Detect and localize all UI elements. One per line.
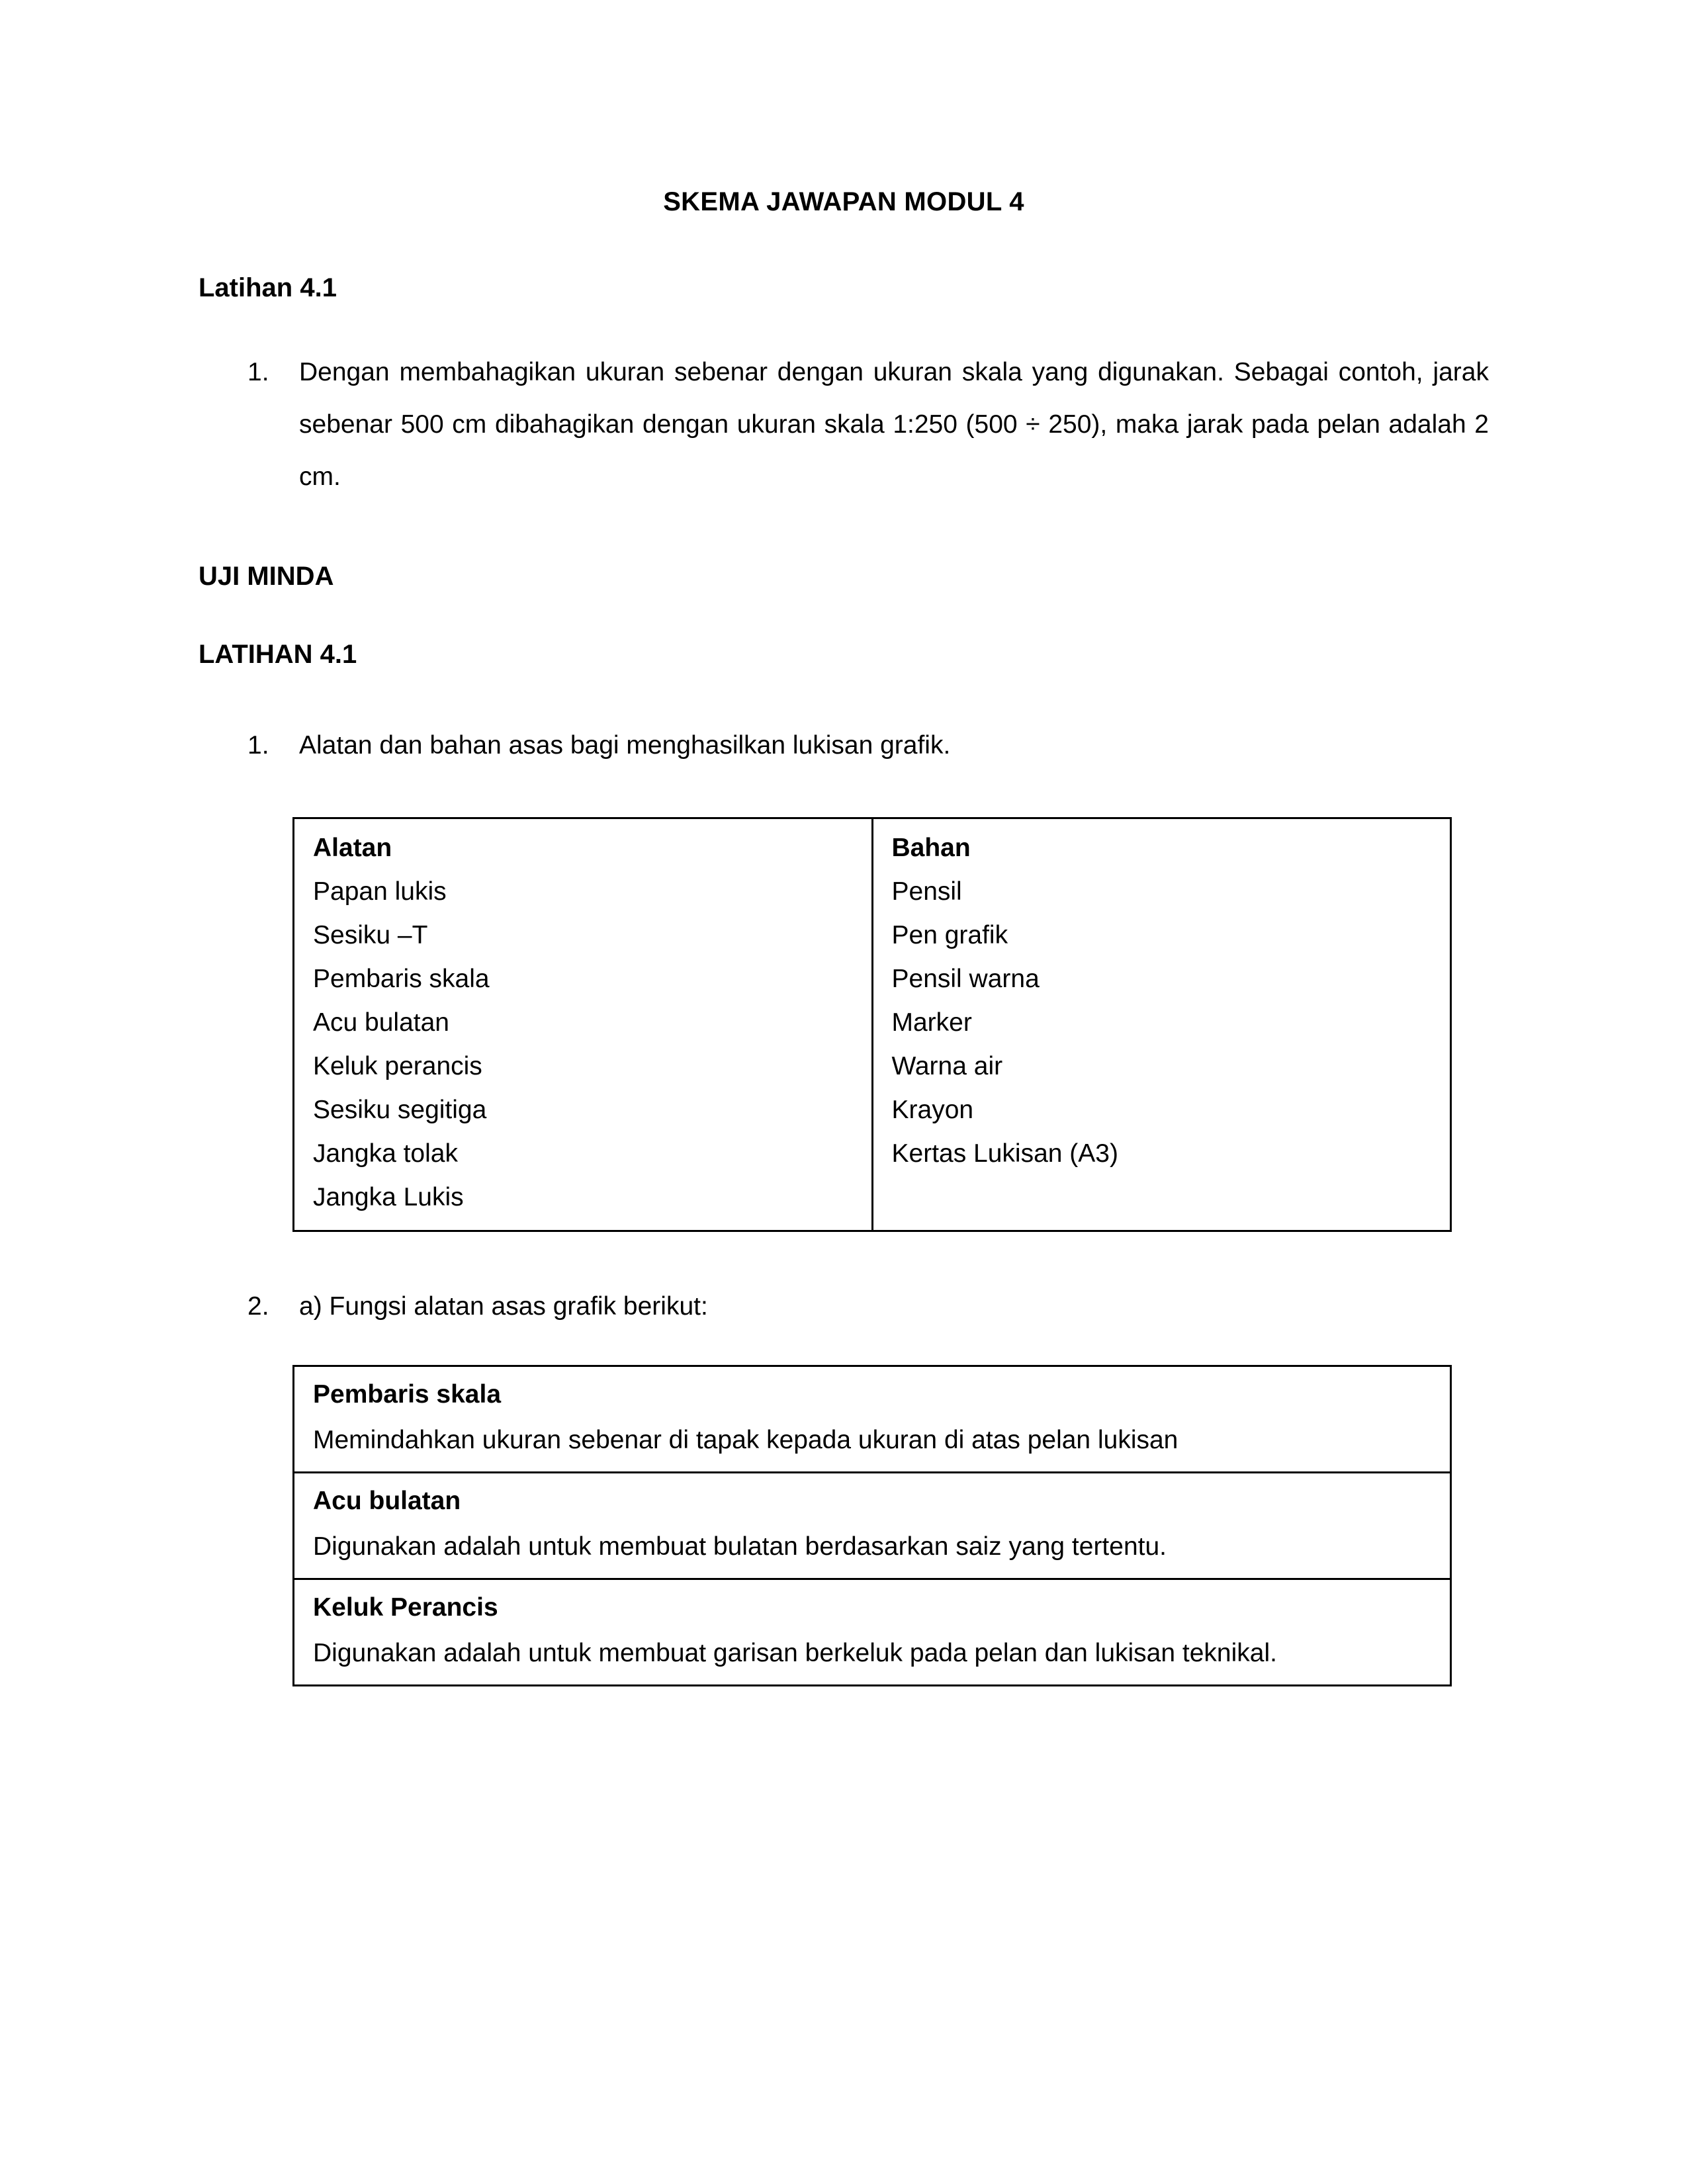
list-number: 1. [247,731,269,760]
list-item: Jangka tolak [313,1139,458,1168]
term-description: Memindahkan ukuran sebenar di tapak kepada ukuran di atas pelan lukisan [313,1425,1178,1454]
list-item: Kertas Lukisan (A3) [891,1139,1118,1168]
column-header-bahan: Bahan [891,834,971,863]
list-item: Marker [891,1008,972,1037]
list-item-text: Dengan membahagikan ukuran sebenar dengan ukuran skala yang digunakan. Sebagai contoh, jarak sebenar 500 cm dibahagikan dengan ukuran skala 1:250 (500 ÷ 250), maka jarak pada pelan adalah 2 cm. [299,358,1489,491]
numbered-item-1 [199,303,1489,503]
page-title: SKEMA JAWAPAN MODUL 4 [663,187,1024,216]
list-number: 1. [247,358,269,386]
document-content [199,0,1489,1686]
column-header-alatan: Alatan [313,834,392,863]
list-item: Jangka Lukis [313,1183,464,1212]
list-item: Acu bulatan [313,1008,449,1037]
list-item: Sesiku –T [313,921,428,950]
numbered-item-2 [199,670,1489,772]
table-alatan-bahan-wrapper [199,772,1489,1232]
table-row [294,1579,1451,1685]
list-item: Keluk perancis [313,1052,482,1081]
list-item: Papan lukis [313,877,447,906]
list-item: Pensil warna [891,965,1040,994]
section-heading-latihan-2: LATIHAN 4.1 [199,640,357,670]
term-label: Pembaris skala [313,1379,502,1409]
term-label: Acu bulatan [313,1486,461,1515]
table-cell-keluk-perancis [294,1579,1451,1685]
term-description: Digunakan adalah untuk membuat garisan berkeluk pada pelan dan lukisan teknikal. [313,1638,1277,1667]
table-row [294,1472,1451,1579]
list-item-text: a) Fungsi alatan asas grafik berikut: [299,1292,708,1321]
list-item: Pen grafik [891,921,1008,950]
list-item: Pembaris skala [313,965,490,994]
section-heading-latihan: Latihan 4.1 [199,273,337,302]
table-cell-bahan [872,818,1451,1231]
table-row [294,818,1451,1231]
list-item-text: Alatan dan bahan asas bagi menghasilkan lukisan grafik. [299,731,951,760]
list-number: 2. [247,1292,269,1321]
table-cell-alatan [294,818,873,1231]
table-fungsi-wrapper [199,1333,1489,1686]
list-item: Krayon [891,1096,974,1125]
table-cell-acu-bulatan [294,1472,1451,1579]
table-row [294,1366,1451,1472]
section-heading-uji-minda: UJI MINDA [199,562,334,591]
table-fungsi-alatan [292,1365,1452,1686]
list-item: Sesiku segitiga [313,1096,487,1125]
table-cell-pembaris-skala [294,1366,1451,1472]
term-label: Keluk Perancis [313,1593,498,1622]
numbered-item-3 [199,1232,1489,1333]
list-item: Warna air [891,1052,1003,1081]
term-description: Digunakan adalah untuk membuat bulatan berdasarkan saiz yang tertentu. [313,1532,1167,1561]
table-alatan-bahan [292,817,1452,1232]
list-item: Pensil [891,877,962,906]
